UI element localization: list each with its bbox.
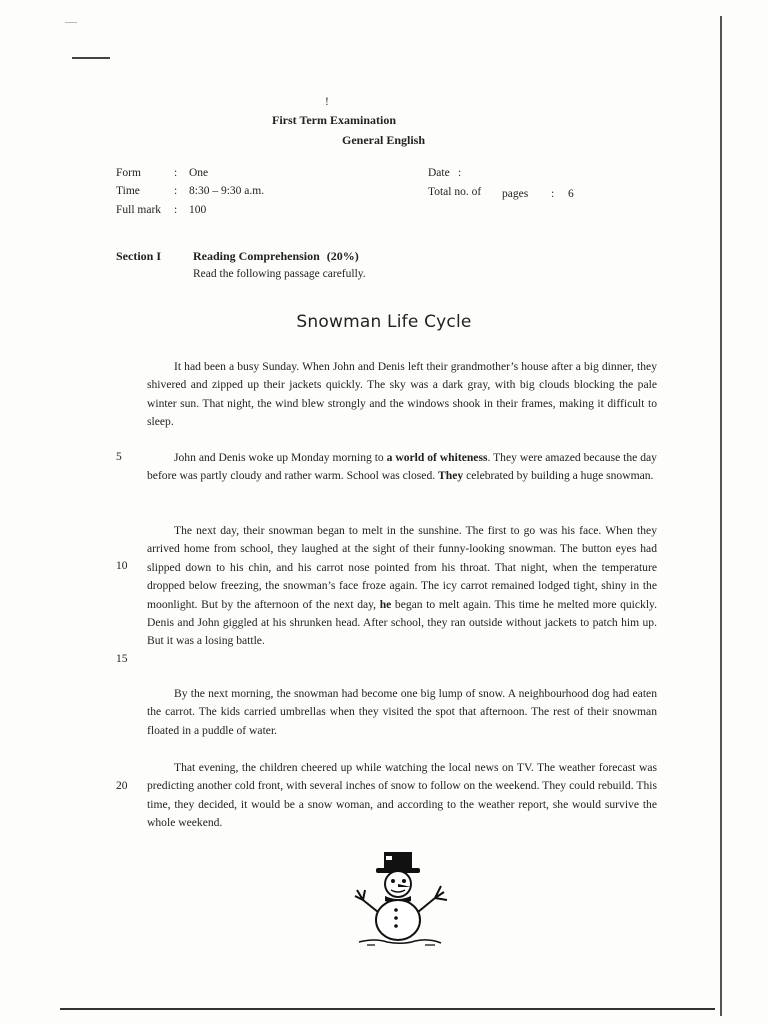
line-number-15: 15 bbox=[116, 653, 128, 665]
paragraph-2: John and Denis woke up Monday morning to a world of whiteness. They were amazed because the day before was partly cloudy and rather warm. School was closed. They celebrated by building a huge snowman. bbox=[147, 451, 657, 483]
form-sep: : bbox=[174, 167, 178, 179]
scan-dash bbox=[72, 57, 110, 59]
subject-title: General English bbox=[342, 133, 426, 147]
date-label: Date bbox=[428, 167, 450, 179]
section-weight: (20%) bbox=[326, 249, 359, 263]
time-label: Time bbox=[116, 185, 140, 197]
section-instruction: Read the following passage carefully. bbox=[193, 268, 366, 280]
bold-word-he: he bbox=[379, 597, 392, 611]
form-value: One bbox=[189, 167, 209, 179]
header-mark: ! bbox=[325, 96, 329, 108]
time-value: 8:30 – 9:30 a.m. bbox=[189, 185, 265, 197]
paragraph-5: That evening, the children cheered up while watching the local news on TV. The weather forecast was predicting another cold front, with several inches of snow to follow on the weekend. They could rebuild. This time, they decided, it would be a snow woman, and according to the weather report, she would survive the whole weekend. bbox=[147, 761, 657, 830]
paragraph-4: By the next morning, the snowman had become one big lump of snow. A neighbourhood dog had eaten the carrot. The kids carried umbrellas when they visited the spot that afternoon. The rest of their snowman floated in a puddle of water. bbox=[147, 687, 657, 737]
section-title: Reading Comprehension bbox=[193, 249, 320, 263]
scan-mark-top bbox=[65, 22, 77, 23]
fullmark-value: 100 bbox=[189, 204, 207, 216]
bold-word-they: They bbox=[438, 469, 464, 483]
line-number-10: 10 bbox=[116, 560, 128, 572]
pages-label: Total no. of bbox=[428, 186, 482, 198]
form-label: Form bbox=[116, 167, 141, 179]
bold-phrase: a world of whiteness bbox=[386, 451, 488, 464]
pages-sep: : bbox=[551, 188, 555, 200]
exam-title: First Term Examination bbox=[272, 113, 397, 127]
section-label: Section I bbox=[116, 249, 161, 263]
fullmark-sep: : bbox=[174, 204, 178, 216]
paragraph-3: The next day, their snowman began to melt in the sunshine. The first to go was his face. When they arrived home from school, they laughed at the sight of their funny-looking snowman. The button eyes had slipped down to his chin, and his carrot nose pointed from his throat. That night, when the temperature dropped below freezing, the snowman’s face froze again. The icy carrot remained lodged tight, shiny in the moonlight. But by the afternoon of the next day, he began to melt again. This time he melted more quickly. Denis and John giggled at his shrunken head. After school, they ran outside without jackets to patch him up. But it was a losing battle. bbox=[147, 524, 657, 648]
fullmark-label: Full mark bbox=[116, 204, 162, 216]
snowman-illustration bbox=[345, 846, 460, 950]
pages-value: 6 bbox=[568, 188, 574, 200]
paragraph-1: It had been a busy Sunday. When John and Denis left their grandmother’s house after a big dinner, they shivered and zipped up their jackets quickly. The sky was a dark gray, with big clouds blocking the pale winter sun. That night, the wind blew strongly and the windows shook in their frames, making it difficult to sleep. bbox=[147, 360, 657, 429]
time-sep: : bbox=[174, 185, 178, 197]
line-number-5: 5 bbox=[116, 451, 122, 463]
pages-word: pages bbox=[502, 188, 529, 200]
section-heading bbox=[193, 249, 359, 264]
line-number-20: 20 bbox=[116, 780, 128, 792]
right-border-line bbox=[720, 16, 722, 1016]
bottom-rule bbox=[60, 1008, 715, 1010]
date-sep: : bbox=[458, 167, 462, 179]
passage-title: Snowman Life Cycle bbox=[296, 312, 472, 332]
